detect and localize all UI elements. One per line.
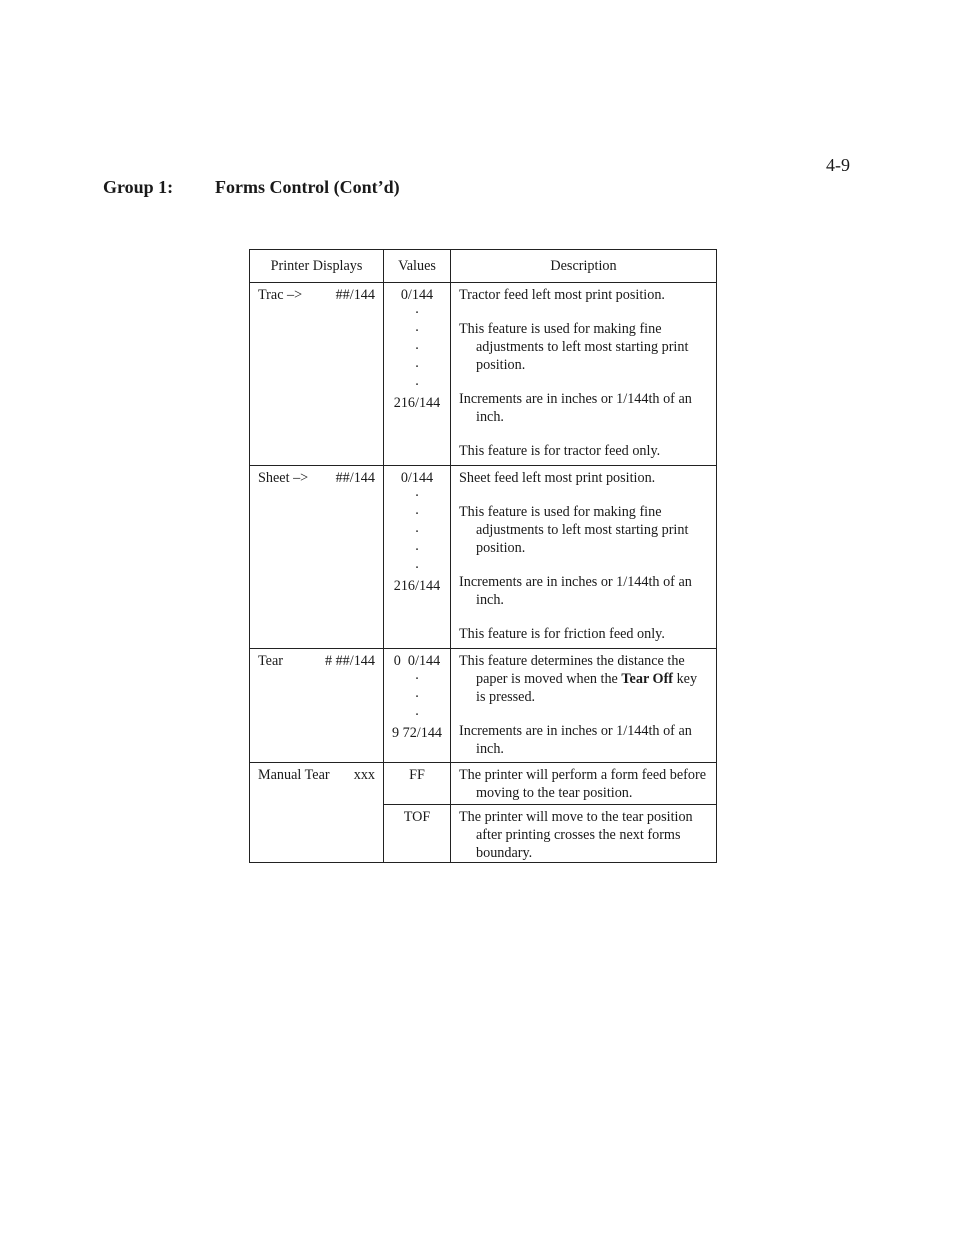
description-text: Increments are in inches or 1/144th of an inch.	[459, 574, 692, 608]
values-cell	[384, 649, 451, 763]
description-cell	[451, 283, 717, 466]
value-end: 216/144	[393, 395, 441, 411]
header-description: Description	[451, 250, 717, 283]
display-label: Sheet –>	[258, 470, 309, 486]
tear-off-key-name: Tear Off	[621, 671, 674, 687]
description-cell	[451, 805, 717, 863]
description-text: This feature is for friction feed only.	[459, 626, 665, 642]
display-cell	[250, 763, 384, 863]
description-text: This feature is used for making fine adjustments to left most starting print position.	[459, 321, 689, 373]
values-cell	[384, 283, 451, 466]
description-text: The printer will move to the tear position after printing crosses the next forms boundary.	[459, 809, 693, 861]
display-cell	[250, 466, 384, 649]
forms-control-table	[249, 249, 717, 863]
values-cell	[384, 466, 451, 649]
display-value: ##/144	[335, 470, 375, 486]
table-row-trac	[250, 283, 717, 466]
value-ff: FF	[409, 767, 425, 783]
description-text: This feature is used for making fine adjustments to left most starting print position.	[459, 504, 689, 556]
value-tof: TOF	[403, 809, 431, 825]
value-range-dots: . . . . .	[415, 484, 419, 572]
description-cell	[451, 466, 717, 649]
description-text: The printer will perform a form feed before moving to the tear position.	[459, 767, 706, 801]
description-text: This feature determines the distance the paper is moved when the Tear Off key is pressed.	[459, 653, 698, 705]
values-cell	[384, 763, 451, 805]
page-number: 4-9	[826, 155, 850, 175]
values-cell	[384, 805, 451, 863]
section-title: Forms Control (Cont’d)	[215, 177, 400, 197]
description-cell	[451, 649, 717, 763]
header-printer-displays: Printer Displays	[250, 250, 384, 283]
table-row-tear	[250, 649, 717, 763]
value-end: 216/144	[393, 578, 441, 594]
description-text: Increments are in inches or 1/144th of an inch.	[459, 723, 692, 757]
display-label: Tear	[258, 653, 283, 669]
display-value: xxx	[353, 767, 375, 783]
value-start: 0 0/144	[393, 653, 441, 669]
value-end: 9 72/144	[391, 725, 443, 741]
display-value: # ##/144	[324, 653, 375, 669]
display-label: Manual Tear	[258, 767, 330, 783]
description-cell	[451, 763, 717, 805]
header-values: Values	[384, 250, 451, 283]
description-text: Tractor feed left most print position.	[459, 287, 665, 303]
value-start: 0/144	[400, 470, 434, 486]
display-label: Trac –>	[258, 287, 303, 303]
group-heading	[103, 177, 400, 198]
description-text: This feature is for tractor feed only.	[459, 443, 661, 459]
table-row-manual-tear-ff	[250, 763, 717, 805]
value-start: 0/144	[400, 287, 434, 303]
description-text: Increments are in inches or 1/144th of an inch.	[459, 391, 692, 425]
table-row-sheet	[250, 466, 717, 649]
table-header-row	[250, 250, 717, 283]
group-label: Group 1:	[103, 177, 174, 197]
value-range-dots: . . . . .	[415, 301, 419, 389]
display-value: ##/144	[335, 287, 375, 303]
description-text: Sheet feed left most print position.	[459, 470, 656, 486]
value-range-dots: . . .	[415, 667, 419, 719]
display-cell	[250, 649, 384, 763]
display-cell	[250, 283, 384, 466]
